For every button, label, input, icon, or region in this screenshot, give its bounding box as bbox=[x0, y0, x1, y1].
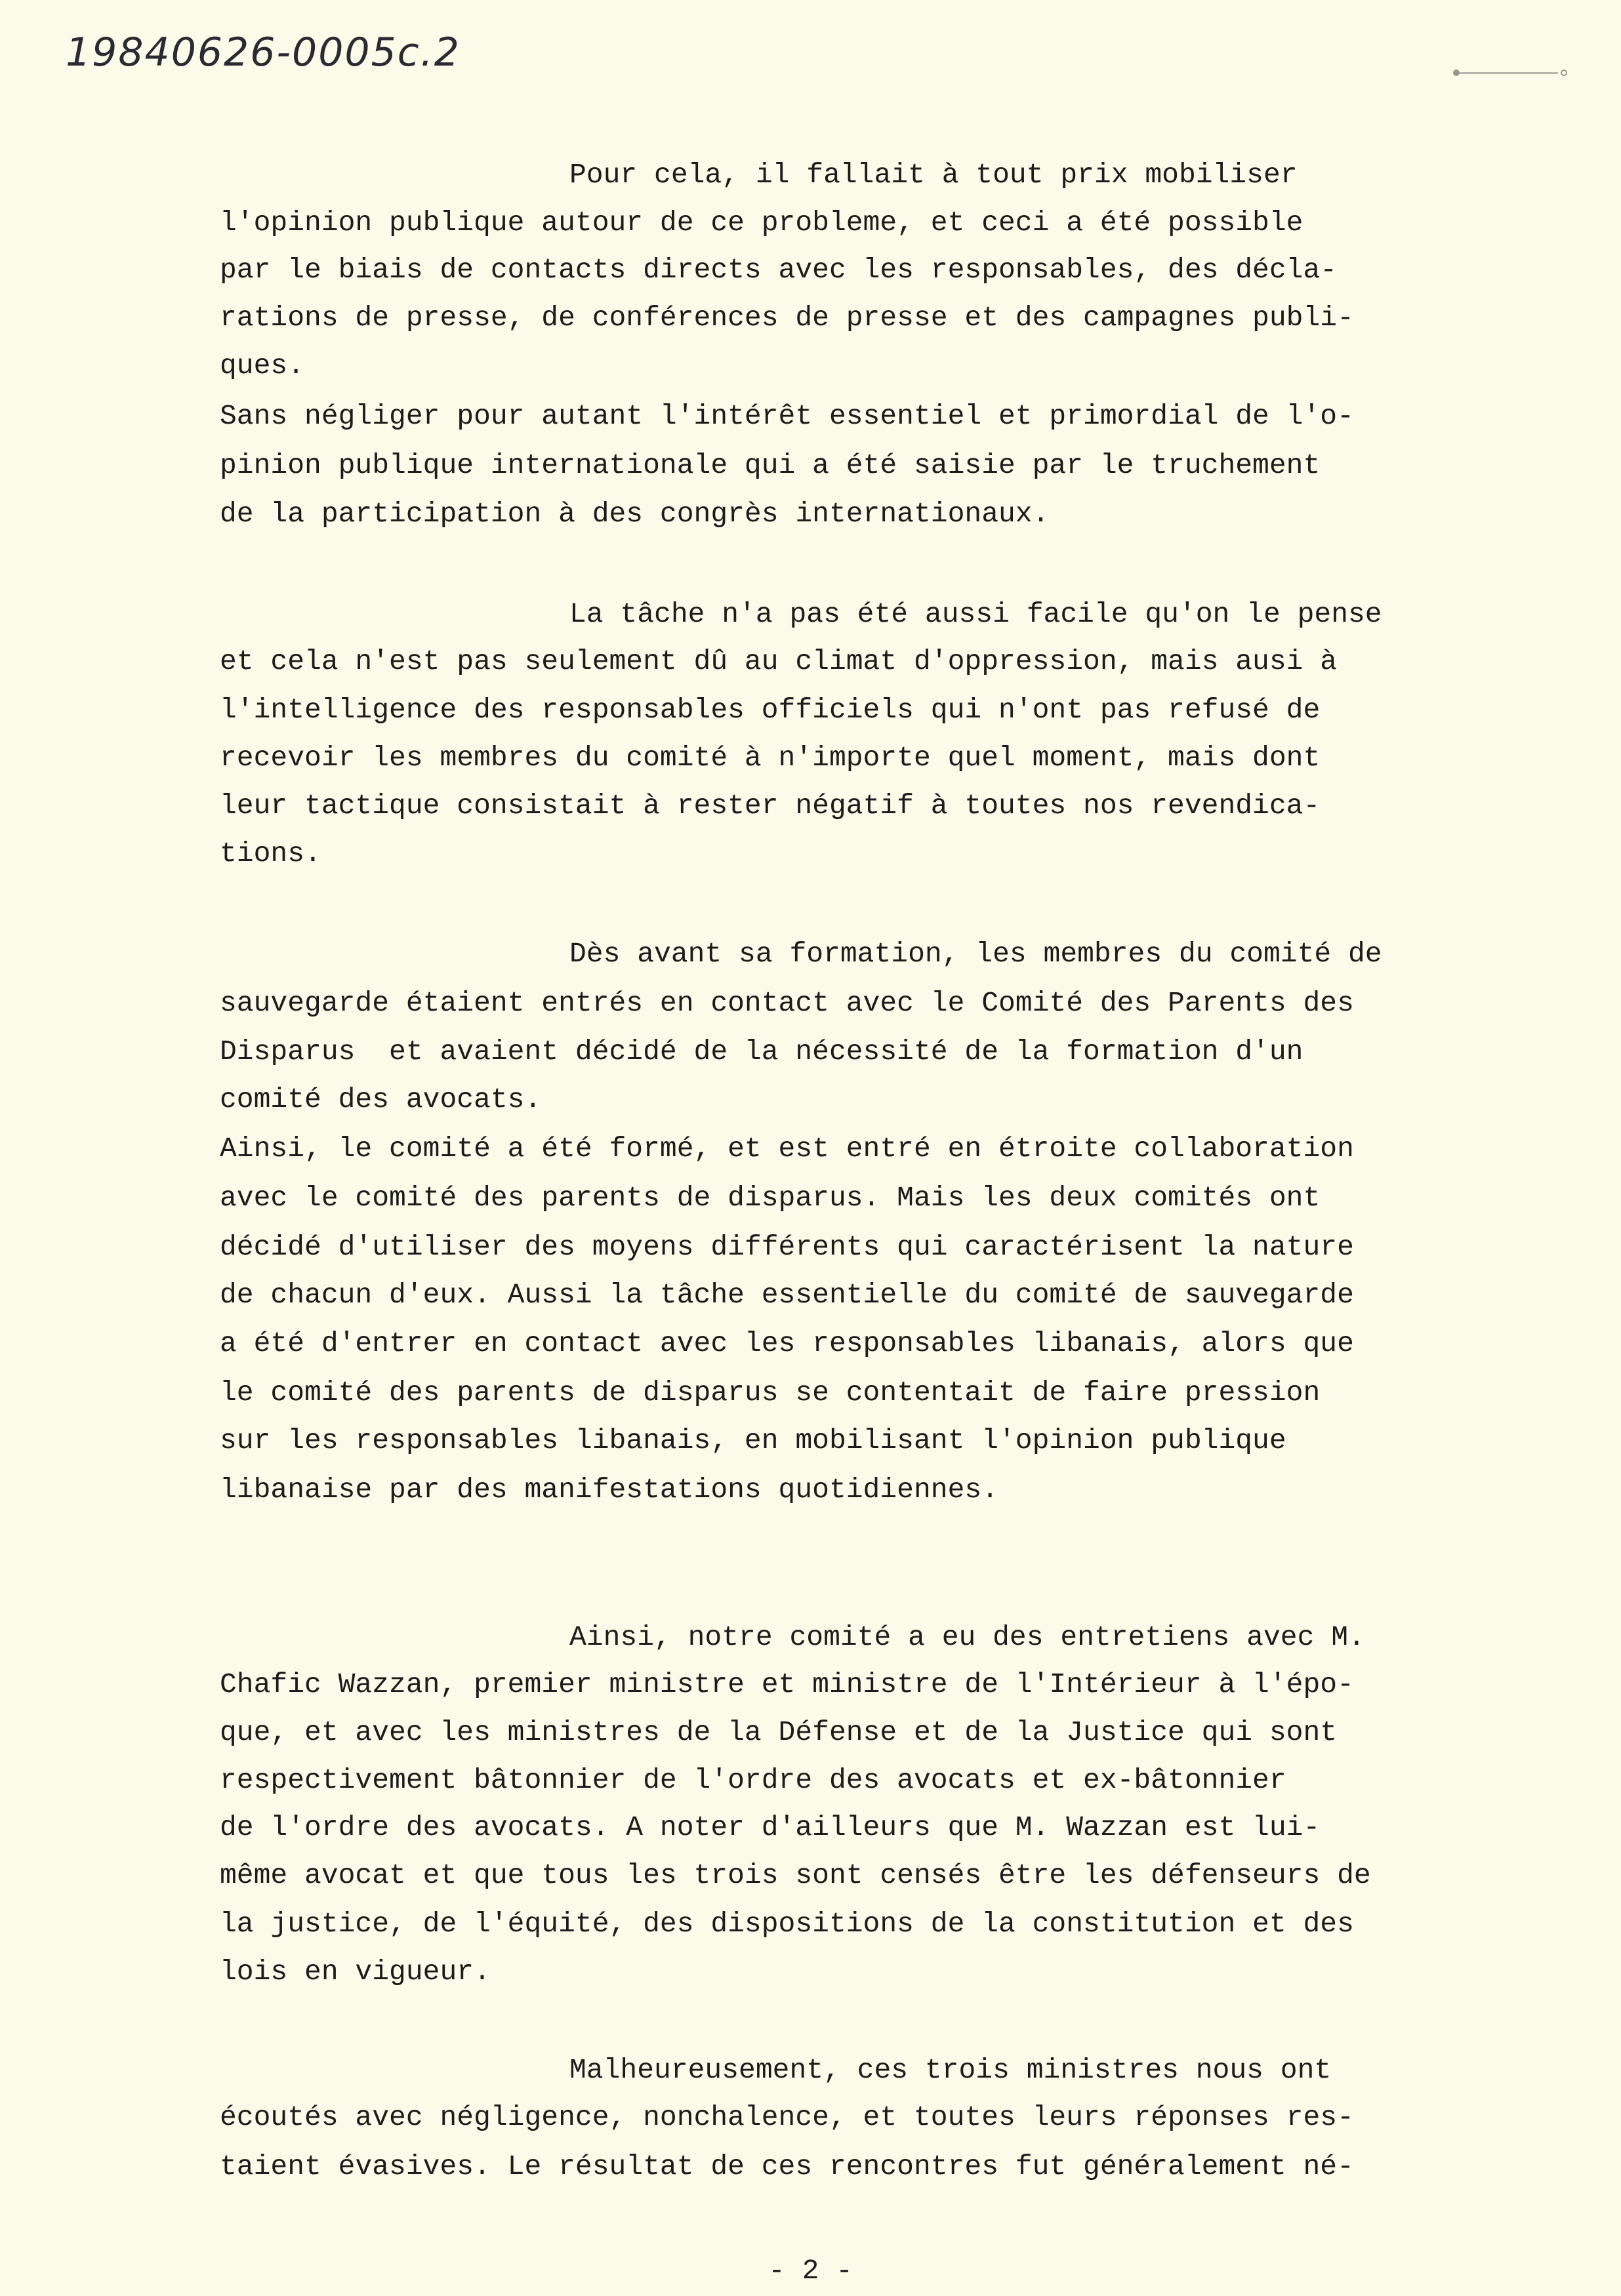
paragraph-1-line-3: par le biais de contacts directs avec les responsables, des décla- bbox=[220, 254, 1338, 286]
paragraph-2-line-4: recevoir les membres du comité à n'importe quel moment, mais dont bbox=[220, 742, 1321, 774]
paragraph-2-line-2: et cela n'est pas seulement dû au climat d'oppression, mais ausi à bbox=[220, 645, 1338, 677]
paragraph-5-line-3: taient évasives. Le résultat de ces rencontres fut généralement né- bbox=[220, 2150, 1354, 2183]
paragraph-3-line-10: le comité des parents de disparus se contentait de faire pression bbox=[220, 1377, 1321, 1409]
paragraph-4-line-5: de l'ordre des avocats. A noter d'ailleurs que M. Wazzan est lui- bbox=[220, 1811, 1321, 1843]
paragraph-2-line-6: tions. bbox=[220, 837, 321, 870]
paragraph-3-line-9: a été d'entrer en contact avec les responsables libanais, alors que bbox=[220, 1327, 1354, 1359]
paragraph-4-line-6: même avocat et que tous les trois sont censés être les défenseurs de bbox=[220, 1859, 1371, 1891]
handwritten-reference: 19840626-0005c.2 bbox=[66, 30, 461, 75]
paragraph-3-line-6: avec le comité des parents de disparus. Mais les deux comités ont bbox=[220, 1182, 1321, 1214]
paragraph-5-line-1: Malheureusement, ces trois ministres nous ont bbox=[569, 2054, 1332, 2086]
paragraph-2-line-3: l'intelligence des responsables officiels qui n'ont pas refusé de bbox=[220, 694, 1321, 726]
paragraph-1-line-7: pinion publique internationale qui a été saisie par le truchement bbox=[220, 449, 1321, 481]
paragraph-1-line-4: rations de presse, de conférences de presse et des campagnes publi- bbox=[220, 302, 1354, 334]
paragraph-2-line-5: leur tactique consistait à rester négatif à toutes nos revendica- bbox=[220, 790, 1321, 822]
corner-mark bbox=[1460, 72, 1558, 74]
paragraph-5-line-2: écoutés avec négligence, nonchalence, et toutes leurs réponses res- bbox=[220, 2101, 1354, 2133]
paragraph-1-line-2: l'opinion publique autour de ce probleme, et ceci a été possible bbox=[220, 207, 1303, 239]
paragraph-3-line-7: décidé d'utiliser des moyens différents qui caractérisent la nature bbox=[220, 1231, 1354, 1263]
paragraph-3-line-4: comité des avocats. bbox=[220, 1083, 542, 1116]
paragraph-3-line-11: sur les responsables libanais, en mobilisant l'opinion publique bbox=[220, 1424, 1286, 1457]
paragraph-3-line-3: Disparus et avaient décidé de la nécessité de la formation d'un bbox=[220, 1036, 1303, 1068]
paragraph-4-line-4: respectivement bâtonnier de l'ordre des avocats et ex-bâtonnier bbox=[220, 1764, 1286, 1796]
paragraph-4-line-1: Ainsi, notre comité a eu des entretiens avec M. bbox=[569, 1621, 1365, 1653]
paragraph-4-line-2: Chafic Wazzan, premier ministre et ministre de l'Intérieur à l'épo- bbox=[220, 1668, 1354, 1701]
paragraph-3-line-5: Ainsi, le comité a été formé, et est entré en étroite collaboration bbox=[220, 1133, 1354, 1165]
paragraph-1-line-6: Sans négliger pour autant l'intérêt essentiel et primordial de l'o- bbox=[220, 400, 1354, 432]
paragraph-1-line-8: de la participation à des congrès internationaux. bbox=[220, 498, 1050, 530]
paragraph-2-line-1: La tâche n'a pas été aussi facile qu'on le pense bbox=[569, 598, 1382, 630]
paragraph-4-line-8: lois en vigueur. bbox=[220, 1956, 491, 1988]
paragraph-3-line-8: de chacun d'eux. Aussi la tâche essentielle du comité de sauvegarde bbox=[220, 1279, 1354, 1311]
paragraph-4-line-3: que, et avec les ministres de la Défense et de la Justice qui sont bbox=[220, 1716, 1338, 1748]
paragraph-3-line-12: libanaise par des manifestations quotidiennes. bbox=[220, 1474, 998, 1506]
paragraph-3-line-2: sauvegarde étaient entrés en contact avec le Comité des Parents des bbox=[220, 987, 1354, 1019]
paragraph-1-line-5: ques. bbox=[220, 350, 305, 382]
paragraph-3-line-1: Dès avant sa formation, les membres du comité de bbox=[569, 938, 1382, 970]
page-number: - 2 - bbox=[768, 2255, 853, 2287]
paragraph-1-line-1: Pour cela, il fallait à tout prix mobiliser bbox=[569, 159, 1298, 191]
paragraph-4-line-7: la justice, de l'équité, des dispositions de la constitution et des bbox=[220, 1908, 1354, 1940]
